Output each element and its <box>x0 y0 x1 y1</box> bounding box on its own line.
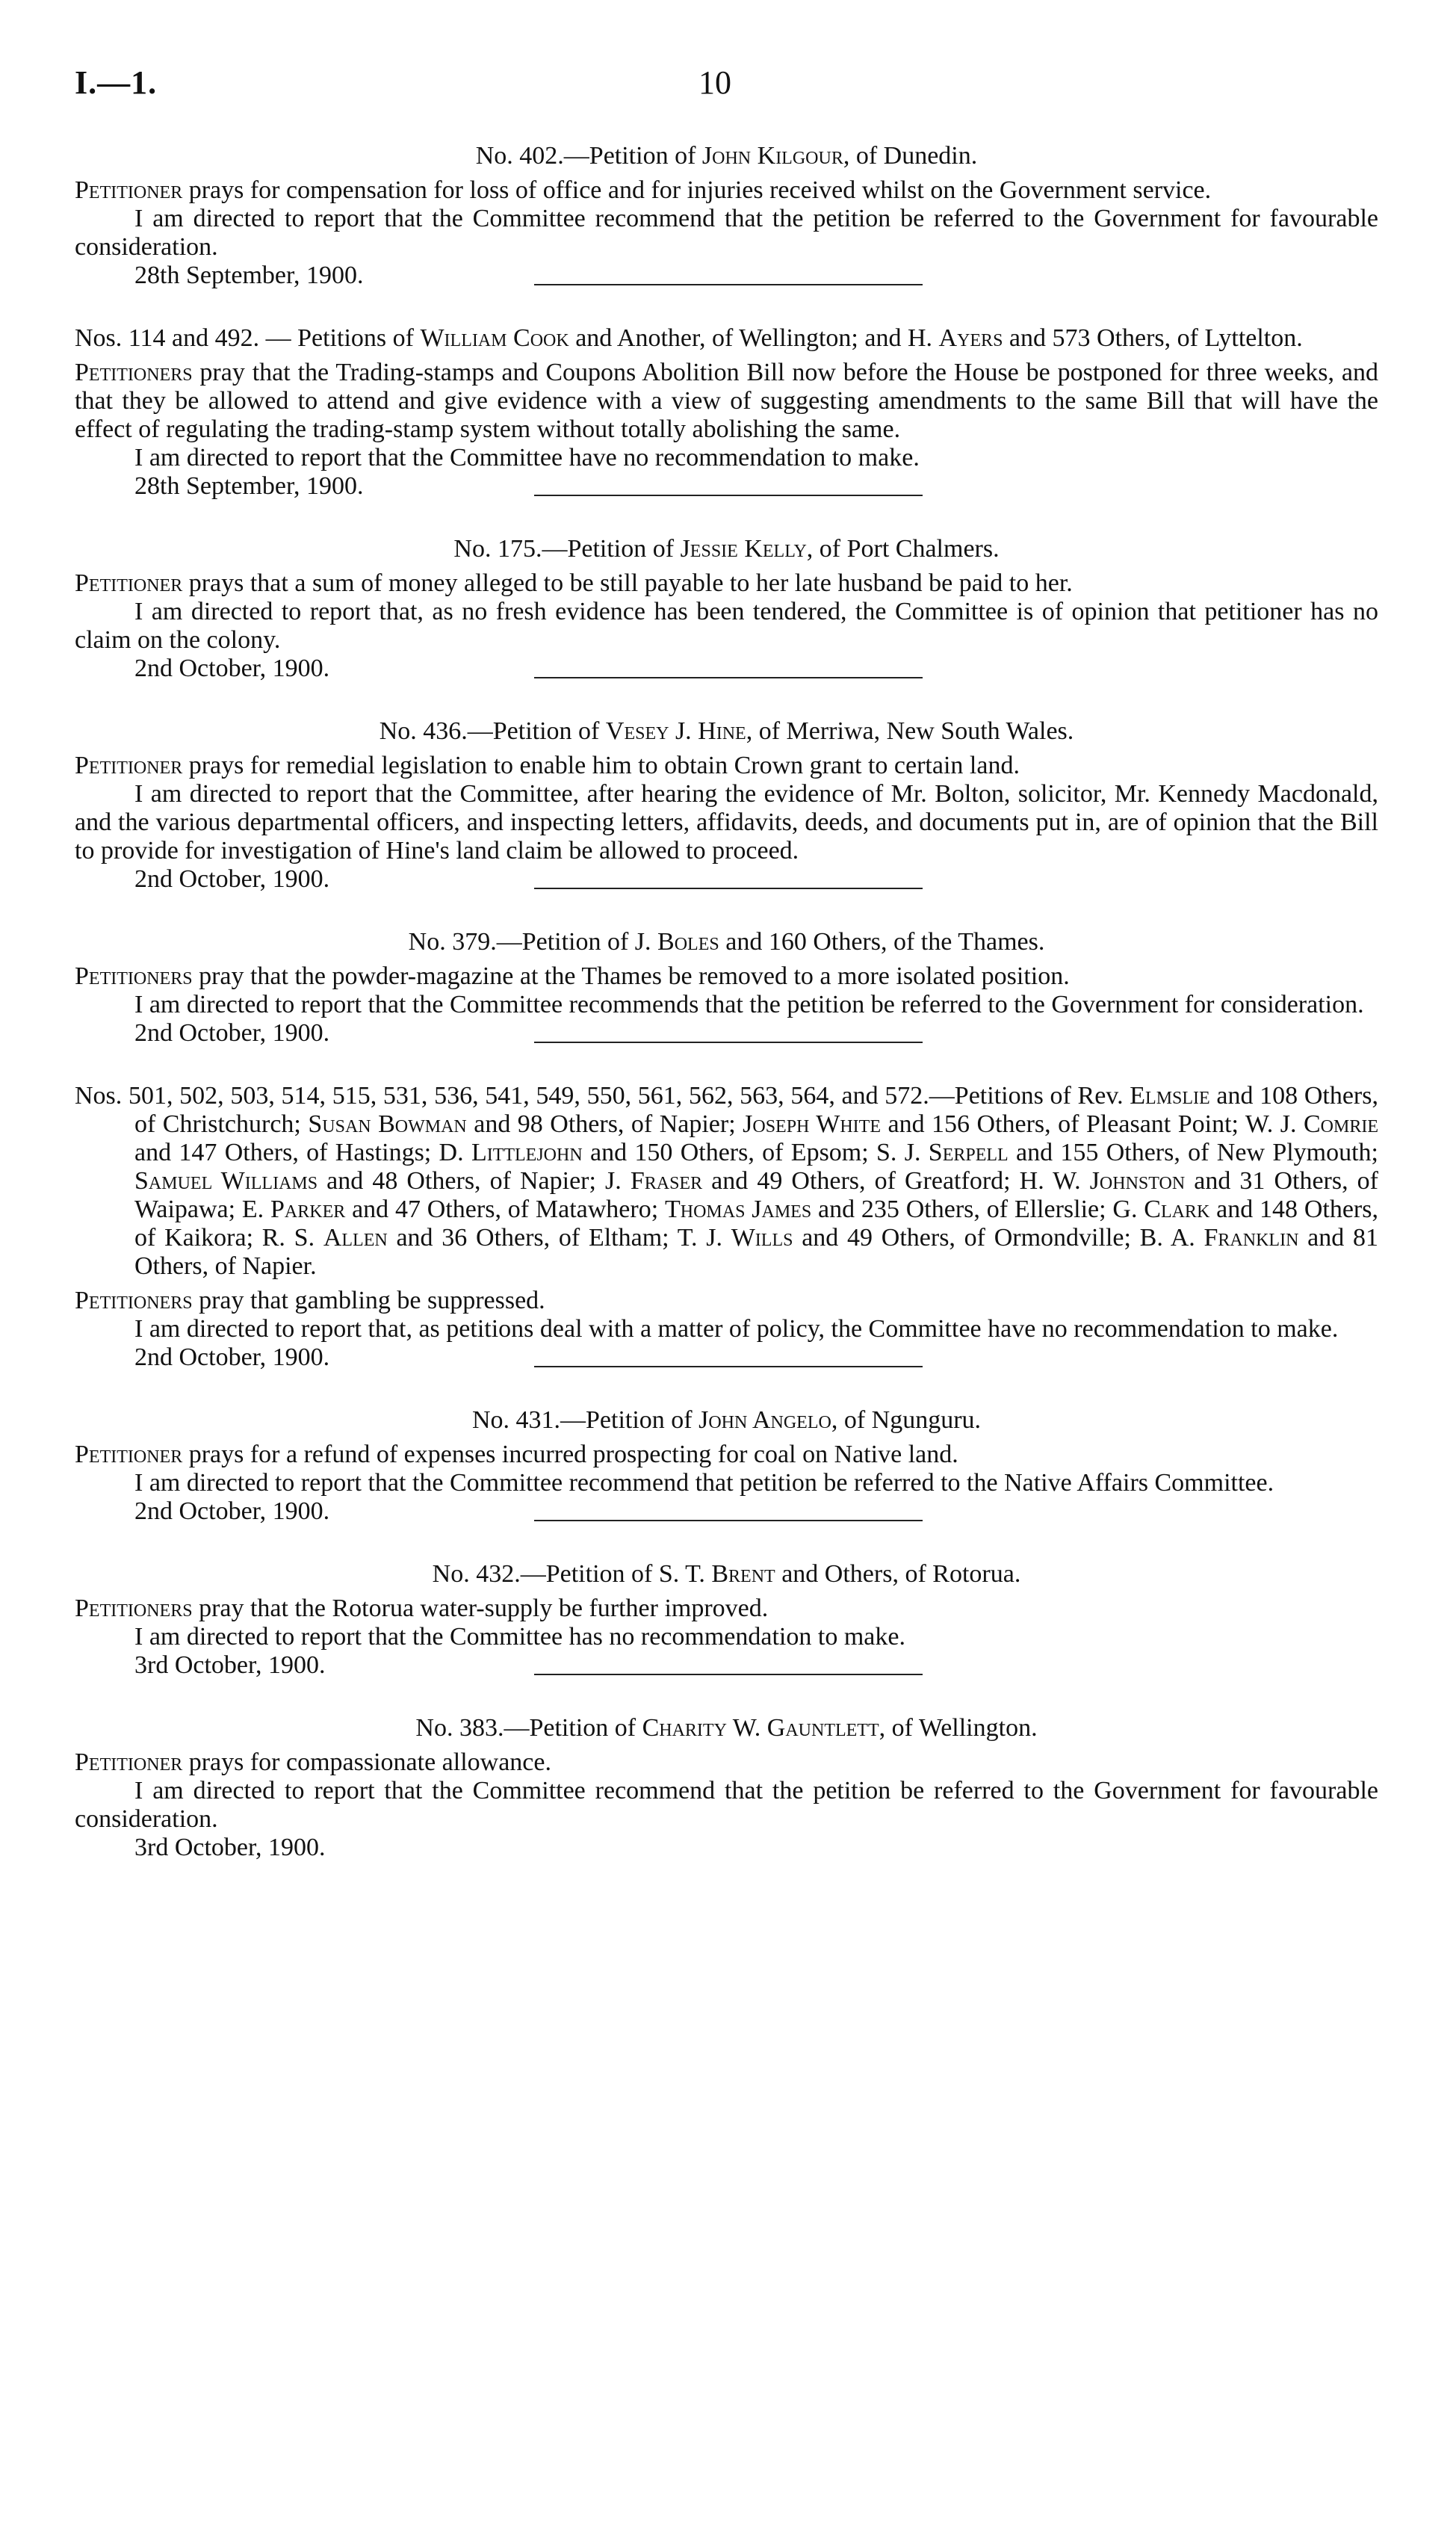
section-divider <box>534 1520 923 1521</box>
petitioner-name: Comrie <box>1304 1110 1379 1138</box>
petition-prayer: Petitioner prays for compensation for loss of office and for injuries received whilst on the Government service. <box>75 176 1212 204</box>
petitioner-label: Petitioner <box>75 1748 183 1776</box>
petition-prayer: Petitioners pray that the Rotorua water-supply be further improved. <box>75 1595 769 1622</box>
petition-heading: Nos. 501, 502, 503, 514, 515, 531, 536, 541, 549, 550, 561, 562, 563, 564, and 572.—Petitions of Rev. Elmslie and 108 Others, of Christchurch; Susan Bowman and 98 Others, of Napier; Joseph White and 156 Others, of Pleasant Point; W. J. Comrie and 147 Others, of Hastings; D. Littlejohn and 150 Others, of Epsom; S. J. Serpell and 155 Others, of New Plymouth; Samuel Williams and 48 Others, of Napier; J. Fraser and 49 Others, of Greatford; H. W. Johnston and 31 Others, of Waipawa; E. Parker and 47 Others, of Matawhero; Thomas James and 235 Others, of Ellerslie; G. Clark and 148 Others, of Kaikora; R. S. Allen and 36 Others, of Eltham; T. J. Wills and 49 Others, of Ormondville; B. A. Franklin and 81 Others, of Napier. <box>75 1082 1379 1280</box>
petitioner-name: Thomas James <box>665 1196 812 1223</box>
section-divider <box>534 284 923 285</box>
section-divider <box>534 1366 923 1367</box>
petition-heading: Nos. 114 and 492. — Petitions of William Cook and Another, of Wellington; and H. Ayers and 573 Others, of Lyttelton. <box>75 324 1303 352</box>
committee-report: I am directed to report that the Committee recommends that the petition be referred to the Government for consideration. <box>134 991 1364 1018</box>
committee-report: I am directed to report that, as no fresh evidence has been tendered, the Committee is of opinion that petitioner has no claim on the colony. <box>75 598 1378 654</box>
petitioner-name: John Kilgour <box>701 142 843 170</box>
petitioner-label: Petitioner <box>75 752 183 779</box>
petition-entry <box>75 1406 1378 1526</box>
section-divider <box>534 1674 923 1675</box>
petition-heading: No. 402.—Petition of John Kilgour, of Dunedin. <box>475 142 978 170</box>
petition-prayer: Petitioners pray that the powder-magazine at the Thames be removed to a more isolated position. <box>75 962 1070 990</box>
committee-report: I am directed to report that the Committee has no recommendation to make. <box>134 1623 905 1651</box>
petitioner-label: Petitioners <box>75 962 193 990</box>
report-date-line <box>75 655 1378 683</box>
report-date-line <box>75 865 1378 894</box>
petition-entry <box>75 142 1378 290</box>
petitioner-name: Wills <box>731 1224 793 1252</box>
petition-prayer: Petitioners pray that the Trading-stamps and Coupons Abolition Bill now before the House be postponed for three weeks, and that they be allowed to attend and give evidence with a view of suggesting amendments to the same Bill that will have the effect of regulating the trading-stamp system without totally abolishing the same. <box>75 359 1378 443</box>
petition-heading: No. 175.—Petition of Jessie Kelly, of Port Chalmers. <box>453 535 1000 563</box>
petition-entry <box>75 1560 1378 1680</box>
page-header <box>0 64 1456 123</box>
section-divider <box>534 1042 923 1043</box>
petition-entry <box>75 717 1378 894</box>
petition-heading: No. 379.—Petition of J. Boles and 160 Others, of the Thames. <box>408 928 1045 956</box>
committee-report: I am directed to report that the Committee recommend that the petition be referred to the Government for favourable consideration. <box>75 205 1378 261</box>
petitioner-name: Parker <box>270 1196 346 1223</box>
report-date-line <box>75 1651 1378 1680</box>
report-date-line <box>75 1497 1378 1526</box>
petition-heading: No. 431.—Petition of John Angelo, of Ngunguru. <box>471 1406 982 1434</box>
petition-prayer: Petitioner prays for remedial legislation to enable him to obtain Crown grant to certain land. <box>75 752 1020 779</box>
petition-entry <box>75 324 1378 501</box>
report-date: 3rd October, 1900. <box>134 1651 326 1679</box>
petitioner-label: Petitioners <box>75 359 193 386</box>
page-number: 10 <box>698 64 731 101</box>
report-date: 2nd October, 1900. <box>134 1497 330 1525</box>
petitioner-name: Jessie Kelly <box>680 535 807 563</box>
petition-heading: No. 436.—Petition of Vesey J. Hine, of Merriwa, New South Wales. <box>379 717 1074 745</box>
petitioner-name: Vesey J. Hine <box>605 717 746 745</box>
petition-prayer: Petitioner prays for compassionate allowance. <box>75 1748 551 1776</box>
report-date-line <box>75 262 1378 290</box>
petition-entry <box>75 928 1378 1048</box>
petitioner-name: Johnston <box>1089 1167 1186 1195</box>
section-divider <box>534 888 923 889</box>
document-reference: I.—1. <box>75 64 158 101</box>
report-date: 2nd October, 1900. <box>134 1343 330 1371</box>
petition-list <box>75 142 1378 1862</box>
section-divider <box>534 495 923 496</box>
petition-heading: No. 383.—Petition of Charity W. Gauntlett, of Wellington. <box>415 1714 1038 1742</box>
petitioner-name: Littlejohn <box>471 1139 583 1166</box>
petitioner-name: Fraser <box>630 1167 703 1195</box>
petition-entry <box>75 1714 1378 1862</box>
report-date-line <box>75 472 1378 501</box>
petitioner-name: Joseph White <box>743 1110 881 1138</box>
petitioner-name: Elmslie <box>1130 1082 1210 1110</box>
committee-report: I am directed to report that the Committee, after hearing the evidence of Mr. Bolton, solicitor, Mr. Kennedy Macdonald, and the various departmental officers, and inspecting letters, affidavits, deeds, and documents put in, are of opinion that the Bill to provide for investigation of Hine's land claim be allowed to proceed. <box>75 780 1378 865</box>
petitioner-name: Serpell <box>928 1139 1009 1166</box>
petitioner-label: Petitioners <box>75 1287 193 1314</box>
petition-entry <box>75 535 1378 683</box>
section-divider <box>534 677 923 678</box>
committee-report: I am directed to report that the Committee have no recommendation to make. <box>134 444 920 471</box>
petitioner-name: Brent <box>711 1560 775 1588</box>
report-date-line <box>75 1019 1378 1048</box>
report-date: 2nd October, 1900. <box>134 865 330 893</box>
petitioner-name: Clark <box>1144 1196 1210 1223</box>
report-date: 2nd October, 1900. <box>134 655 330 682</box>
report-date: 28th September, 1900. <box>134 472 364 500</box>
report-date-line <box>75 1343 1378 1372</box>
petitioner-name: Franklin <box>1203 1224 1299 1252</box>
petitioner-label: Petitioner <box>75 1441 183 1468</box>
report-date: 3rd October, 1900. <box>134 1834 326 1861</box>
report-date: 2nd October, 1900. <box>134 1019 330 1047</box>
petition-prayer: Petitioner prays for a refund of expenses incurred prospecting for coal on Native land. <box>75 1441 958 1468</box>
petitioner-name: Samuel Williams <box>134 1167 318 1195</box>
petitioner-name: Ayers <box>938 324 1003 352</box>
petitioner-label: Petitioner <box>75 176 183 204</box>
report-date: 28th September, 1900. <box>134 262 364 289</box>
petitioner-label: Petitioner <box>75 569 183 597</box>
petitioner-name: Allen <box>323 1224 388 1252</box>
petitioner-label: Petitioners <box>75 1595 193 1622</box>
petitioner-name: John Angelo <box>698 1406 831 1434</box>
petitioner-name: Charity W. Gauntlett <box>642 1714 879 1742</box>
petition-prayer: Petitioners pray that gambling be suppressed. <box>75 1287 545 1314</box>
committee-report: I am directed to report that, as petitions deal with a matter of policy, the Committee have no recommendation to make. <box>134 1315 1339 1343</box>
committee-report: I am directed to report that the Committee recommend that petition be referred to the Native Affairs Committee. <box>134 1469 1274 1497</box>
petitioner-name: Susan Bowman <box>308 1110 467 1138</box>
petitioner-name: Boles <box>657 928 719 956</box>
petition-entry <box>75 1082 1378 1372</box>
petition-heading: No. 432.—Petition of S. T. Brent and Others, of Rotorua. <box>432 1560 1021 1588</box>
report-date-line <box>75 1834 1378 1862</box>
committee-report: I am directed to report that the Committee recommend that the petition be referred to the Government for favourable consideration. <box>75 1777 1378 1833</box>
petitioner-name: William Cook <box>420 324 569 352</box>
petition-prayer: Petitioner prays that a sum of money alleged to be still payable to her late husband be paid to her. <box>75 569 1073 597</box>
